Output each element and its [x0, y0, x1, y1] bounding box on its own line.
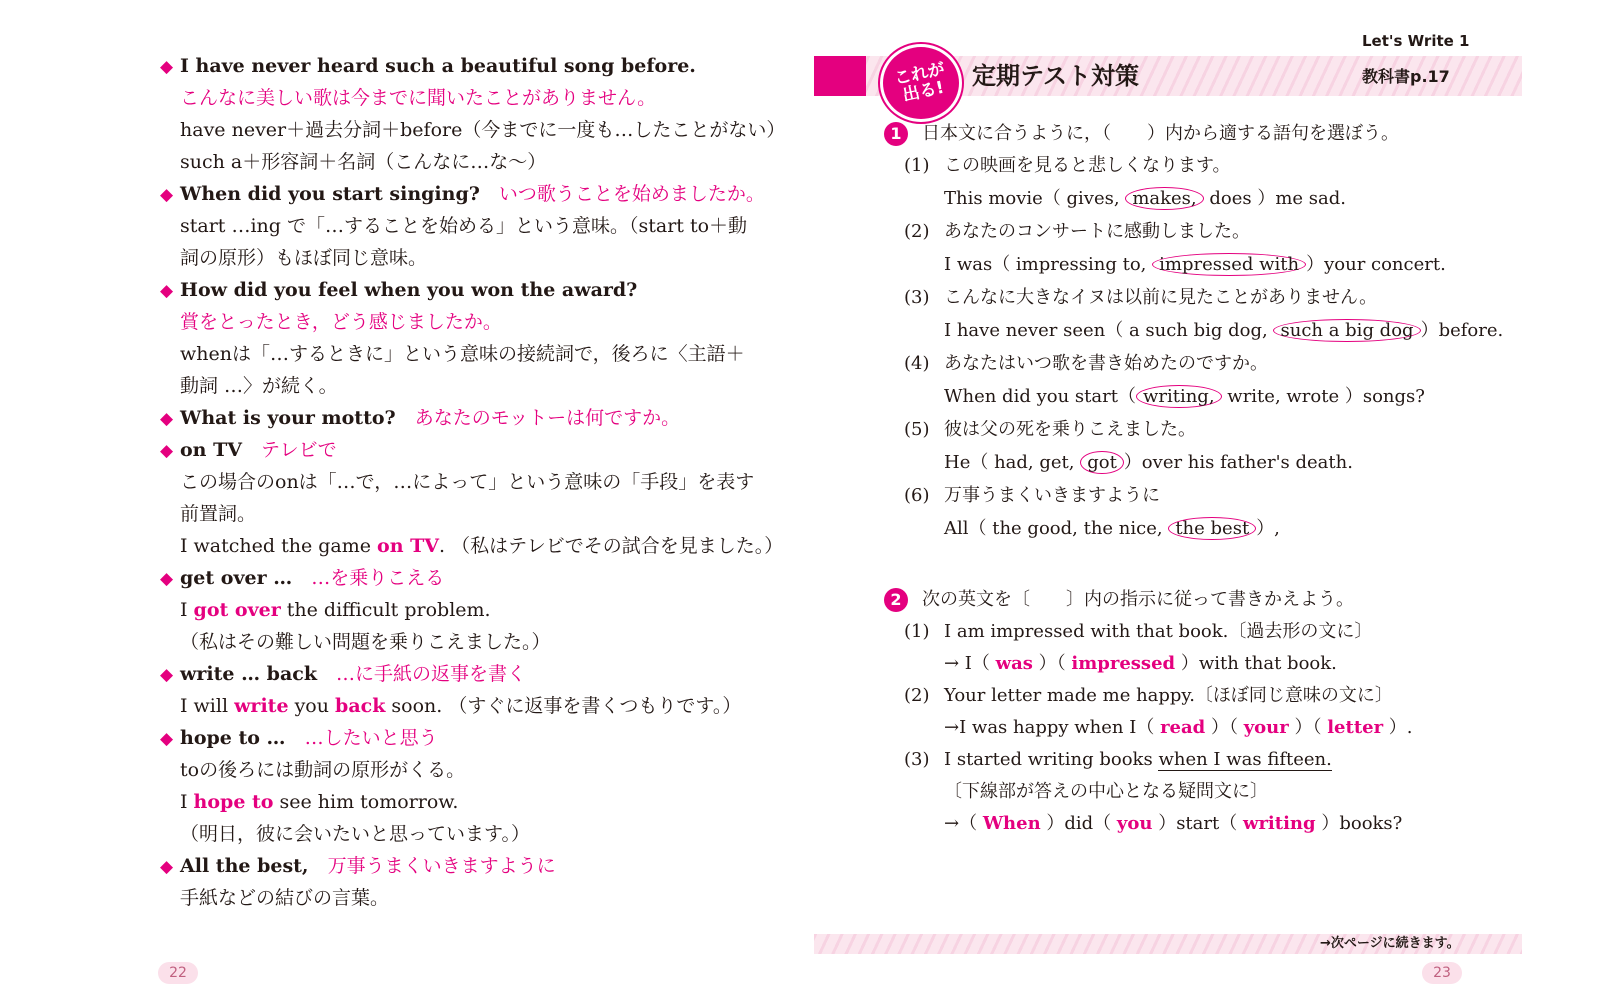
- phrase-heading: ◆ hope to … …したいと思う: [160, 724, 438, 753]
- page-number-left: 22: [158, 962, 198, 984]
- example: I will write you back soon. （すぐに返事を書くつもりです。）: [180, 695, 742, 717]
- explanation: 前置詞。: [180, 503, 257, 525]
- item-answer: →（ When ）did（ you ）start（ writing ）books?: [944, 813, 1403, 834]
- section-title: 定期テスト対策: [972, 62, 1140, 90]
- item-choices: This movie（ gives, makes, does ）me sad.: [944, 188, 1346, 209]
- phrase-heading: ◆ What is your motto? あなたのモットーは何ですか。: [160, 404, 680, 433]
- circled-answer: impressed with: [1152, 253, 1306, 276]
- explanation: 詞の原形）もほぼ同じ意味。: [180, 247, 428, 269]
- diamond-icon: ◆: [160, 665, 174, 685]
- translation: 賞をとったとき，どう感じましたか。: [180, 311, 502, 333]
- diamond-icon: ◆: [160, 185, 174, 205]
- diamond-icon: ◆: [160, 729, 174, 749]
- circled-answer: writing,: [1136, 385, 1222, 408]
- diamond-icon: ◆: [160, 441, 174, 461]
- example: I got over the difficult problem.: [180, 599, 491, 621]
- item-answer: → I（ was ）（ impressed ）with that book.: [944, 653, 1337, 674]
- explanation: 手紙などの結びの言葉。: [180, 887, 390, 909]
- item-question: Your letter made me happy.〔ほぼ同じ意味の文に〕: [944, 685, 1393, 706]
- explanation: start …ing で「…することを始める」という意味。（start to＋動: [180, 215, 748, 237]
- diamond-icon: ◆: [160, 57, 174, 77]
- item-choices: He（ had, get, got ）over his father's death.: [944, 452, 1353, 473]
- item-japanese: 万事うまくいきますように: [944, 485, 1160, 506]
- item-japanese: こんなに大きなイヌは以前に見たことがありません。: [944, 287, 1378, 308]
- item-japanese: あなたはいつ歌を書き始めたのですか。: [944, 353, 1268, 374]
- item-number: (5): [904, 419, 930, 440]
- item-number: (2): [904, 221, 930, 242]
- continue-note: →次ページに続きます。: [1320, 936, 1460, 951]
- item-question: I started writing books when I was fifteen.: [944, 749, 1332, 770]
- item-number: (3): [904, 287, 930, 308]
- explanation: この場合のonは「…で，…によって」という意味の「手段」を表す: [180, 471, 755, 493]
- example-translation: （明日，彼に会いたいと思っています。）: [180, 823, 530, 845]
- phrase-heading: ◆ How did you feel when you won the award?: [160, 276, 637, 305]
- item-number: (2): [904, 685, 930, 706]
- item-choices: I have never seen（ a such big dog, such a big dog ）before.: [944, 320, 1504, 341]
- item-japanese: 彼は父の死を乗りこえました。: [944, 419, 1196, 440]
- translation: こんなに美しい歌は今までに聞いたことがありません。: [180, 87, 657, 109]
- diamond-icon: ◆: [160, 281, 174, 301]
- phrase-heading: ◆ on TV テレビで: [160, 436, 337, 465]
- item-instruction: 〔下線部が答えの中心となる疑問文に〕: [944, 781, 1268, 802]
- question-number-badge: 1: [884, 122, 908, 146]
- item-number: (4): [904, 353, 930, 374]
- item-number: (1): [904, 155, 930, 176]
- question-1-heading: 1 日本文に合うように，（ ）内から適する語句を選ぼう。: [884, 120, 1399, 148]
- example-translation: （私はその難しい問題を乗りこえました。）: [180, 631, 551, 653]
- item-answer: →I was happy when I（ read ）（ your ）（ letter ）.: [944, 717, 1413, 738]
- question-number-badge: 2: [884, 588, 908, 612]
- circled-answer: the best: [1168, 517, 1256, 540]
- circled-answer: such a big dog: [1273, 319, 1420, 342]
- circled-answer: got: [1080, 451, 1124, 474]
- item-number: (6): [904, 485, 930, 506]
- phrase-heading: ◆ All the best, 万事うまくいきますように: [160, 852, 556, 881]
- header-accent-block: [814, 56, 866, 96]
- explanation: have never＋過去分詞＋before（今までに一度も…したことがない）: [180, 119, 786, 141]
- item-japanese: あなたのコンサートに感動しました。: [944, 221, 1250, 242]
- item-choices: When did you start（ writing, write, wrote ）songs?: [944, 386, 1425, 407]
- diamond-icon: ◆: [160, 857, 174, 877]
- item-choices: I was（ impressing to, impressed with ）your concert.: [944, 254, 1446, 275]
- explanation: whenは「…するときに」という意味の接続詞で，後ろに〈主語＋: [180, 343, 745, 365]
- header-badge: これが 出る!: [880, 44, 962, 122]
- example: I hope to see him tomorrow.: [180, 791, 459, 813]
- item-japanese: この映画を見ると悲しくなります。: [944, 155, 1231, 176]
- phrase-heading: ◆ write … back …に手紙の返事を書く: [160, 660, 526, 689]
- explanation: such a＋形容詞＋名詞（こんなに…な～）: [180, 151, 547, 173]
- item-number: (3): [904, 749, 930, 770]
- circled-answer: makes,: [1125, 187, 1203, 210]
- phrase-heading: ◆ get over … …を乗りこえる: [160, 564, 444, 593]
- diamond-icon: ◆: [160, 569, 174, 589]
- textbook-reference: 教科書p.17: [1362, 67, 1450, 86]
- phrase-heading: ◆ When did you start singing? いつ歌うことを始めましたか。: [160, 180, 765, 209]
- lesson-label: Let's Write 1: [1362, 32, 1470, 50]
- item-question: I am impressed with that book.〔過去形の文に〕: [944, 621, 1373, 642]
- explanation: 動詞 …〉が続く。: [180, 375, 338, 397]
- item-number: (1): [904, 621, 930, 642]
- explanation: toの後ろには動詞の原形がくる。: [180, 759, 466, 781]
- example: I watched the game on TV. （私はテレビでその試合を見ました。）: [180, 535, 784, 557]
- item-choices: All（ the good, the nice, the best ）,: [944, 518, 1280, 539]
- phrase-heading: ◆ I have never heard such a beautiful song before.: [160, 52, 696, 81]
- diamond-icon: ◆: [160, 409, 174, 429]
- question-2-heading: 2 次の英文を〔 〕内の指示に従って書きかえよう。: [884, 586, 1354, 614]
- page-number-right: 23: [1422, 962, 1462, 984]
